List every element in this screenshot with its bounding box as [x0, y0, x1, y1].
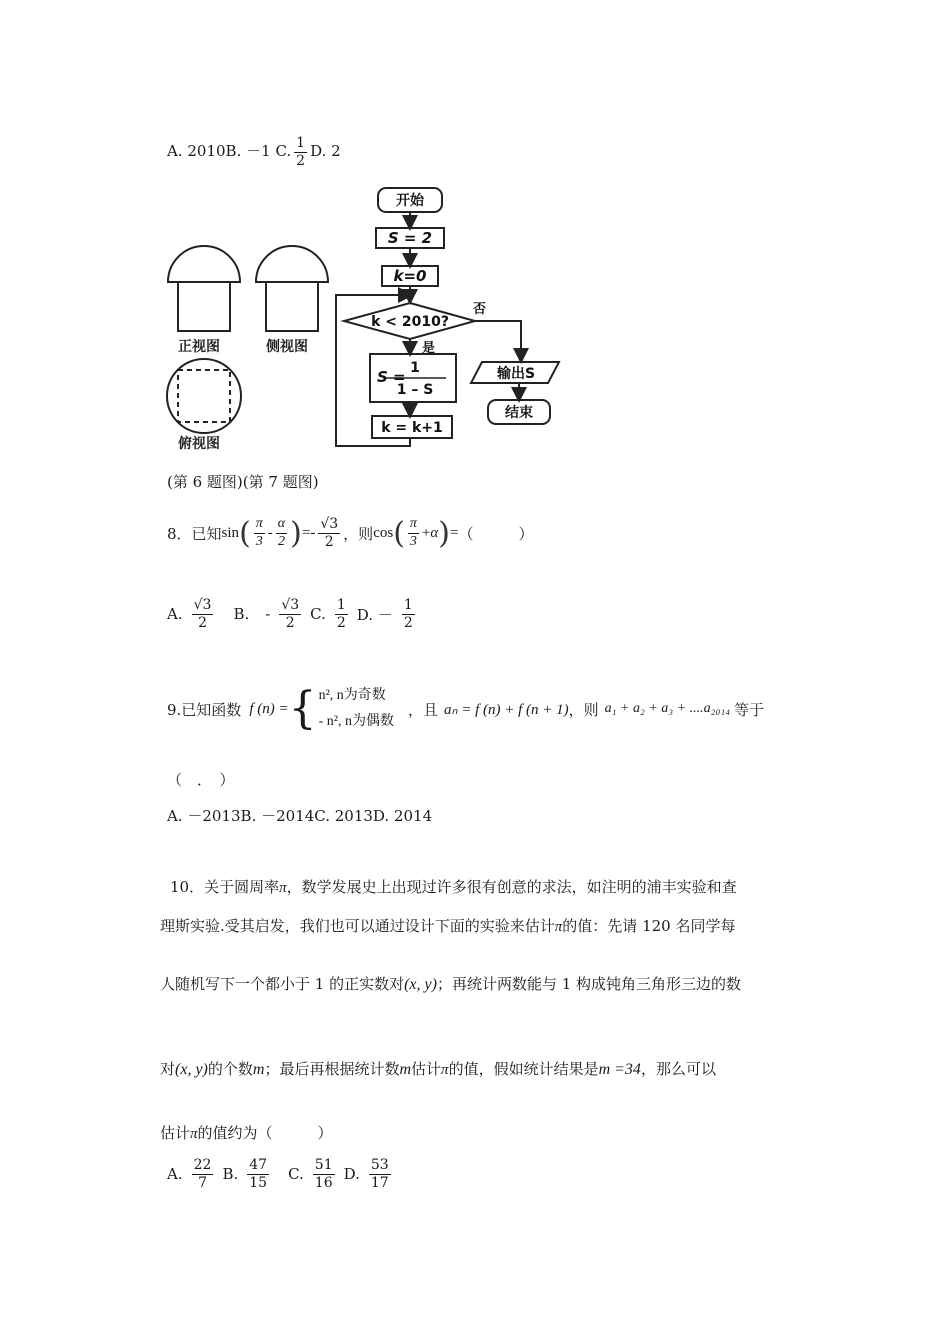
q7-option-a: A. 2010 [167, 142, 226, 161]
q10-line-1: 10．关于圆周率π，数学发展史上出现过许多很有创意的求法，如注明的浦丰实验和查 [170, 878, 737, 896]
q7-option-b: B. －1 [225, 142, 271, 161]
side-view-label: 侧视图 [266, 339, 308, 355]
q8-option-c: C. [310, 605, 326, 624]
q8-cos: cos [373, 525, 394, 541]
q9-prefix: 9.已知函数 [167, 700, 242, 719]
q9-options: A. －2013B. －2014C. 2013D. 2014 [167, 807, 433, 825]
q9-answer-blank: （ ． ） [167, 771, 235, 789]
figure-caption: (第 6 题图)(第 7 题图) [167, 473, 319, 491]
question-9: 9.已知函数 f (n) = { n², n为奇数 - n², n为偶数 ，且 aₙ = f (n) + f (n + 1) ，则 a₁ + a₂ + a₃ + ....a₂₀₁₄ 等于 [167, 683, 765, 734]
fc-start-label: 开始 [396, 193, 424, 209]
q10-line-5: 估计π的值约为（ ） [160, 1124, 333, 1142]
fc-increment-label: k = k+1 [381, 420, 443, 436]
fc-k0-label: k=0 [393, 267, 427, 285]
q8-sqrt3-over-2: $\frac{√3}{2}$ [320, 516, 339, 550]
three-view-figure [160, 240, 340, 459]
q7-options [167, 136, 341, 168]
q8-sin: sin [221, 525, 240, 541]
q10-line-3: 人随机写下一个都小于 1 的正实数对(x, y)；再统计两数能与 1 构成钝角三角形三边的数 [160, 975, 742, 993]
question-8: 8．已知 sin ( $\frac{\pi}{3}$ - $\frac{\alpha}{2}$ ) =- $\frac{√3}{2}$ ，则 cos ( $\frac{\pi}{3}$ + α ) = （ ） [167, 516, 534, 551]
q10-line-2: 理斯实验.受其启发，我们也可以通过设计下面的实验来估计π的值：先请 120 名同学每 [160, 917, 736, 935]
q8-prefix: 8．已知 [167, 525, 222, 543]
front-view-label: 正视图 [178, 339, 220, 355]
q8-then: ，则 [343, 525, 374, 543]
side-view-dome [256, 246, 328, 282]
q7-option-c-fraction: $\frac{1}{2}$ [296, 135, 306, 169]
fc-output-label: 输出S [496, 366, 536, 382]
q8-option-a: A. [167, 605, 183, 624]
flowchart-figure [330, 180, 570, 459]
q9-function: f (n) = [249, 700, 289, 717]
q7-option-c: C. [275, 142, 292, 161]
side-view-body [266, 282, 318, 331]
q8-options: A. $\frac{√3}{2}$ B. - $\frac{√3}{2}$ C. $\frac{1}{2}$ D. － $\frac{1}{2}$ [167, 597, 413, 631]
top-view-label: 俯视图 [178, 436, 220, 452]
q10-option-b: B. [222, 1165, 239, 1184]
fc-s2-label: S = 2 [387, 229, 433, 247]
q10-option-d: D. [343, 1165, 360, 1184]
q9-sum: a₁ + a₂ + a₃ + ....a₂₀₁₄ [604, 701, 731, 716]
q9-piecewise: { n², n为奇数 - n², n为偶数 [288, 683, 394, 734]
q9-sequence-def: aₙ = f (n) + f (n + 1) [443, 701, 569, 718]
fc-assign-num: 1 [410, 360, 420, 376]
q8-option-b: B. [233, 605, 250, 624]
q10-options: A. $\frac{22}{7}$ B. $\frac{47}{15}$ C. $\frac{51}{16}$ D. $\frac{53}{17}$ [167, 1157, 389, 1191]
fc-assign-lhs: S = [377, 368, 406, 386]
q8-option-d: D. － [356, 605, 393, 624]
fc-cond-label: k < 2010? [371, 314, 449, 330]
fc-no-label: 否 [473, 302, 487, 317]
fc-assign-den: 1 – S [396, 382, 434, 398]
top-view-square [178, 370, 230, 422]
q10-line-4: 对(x, y)的个数m；最后再根据统计数m估计π的值，假如统计结果是m =34，那么可以 [160, 1060, 716, 1078]
q7-option-d: D. 2 [310, 142, 341, 161]
q10-option-a: A. [167, 1165, 183, 1184]
front-view-dome [168, 246, 240, 282]
fc-end-label: 结束 [505, 405, 533, 421]
front-view-body [178, 282, 230, 331]
q8-answer-blank: （ ） [458, 525, 534, 543]
q10-option-c: C. [288, 1165, 304, 1184]
fc-yes-label: 是 [422, 341, 436, 356]
